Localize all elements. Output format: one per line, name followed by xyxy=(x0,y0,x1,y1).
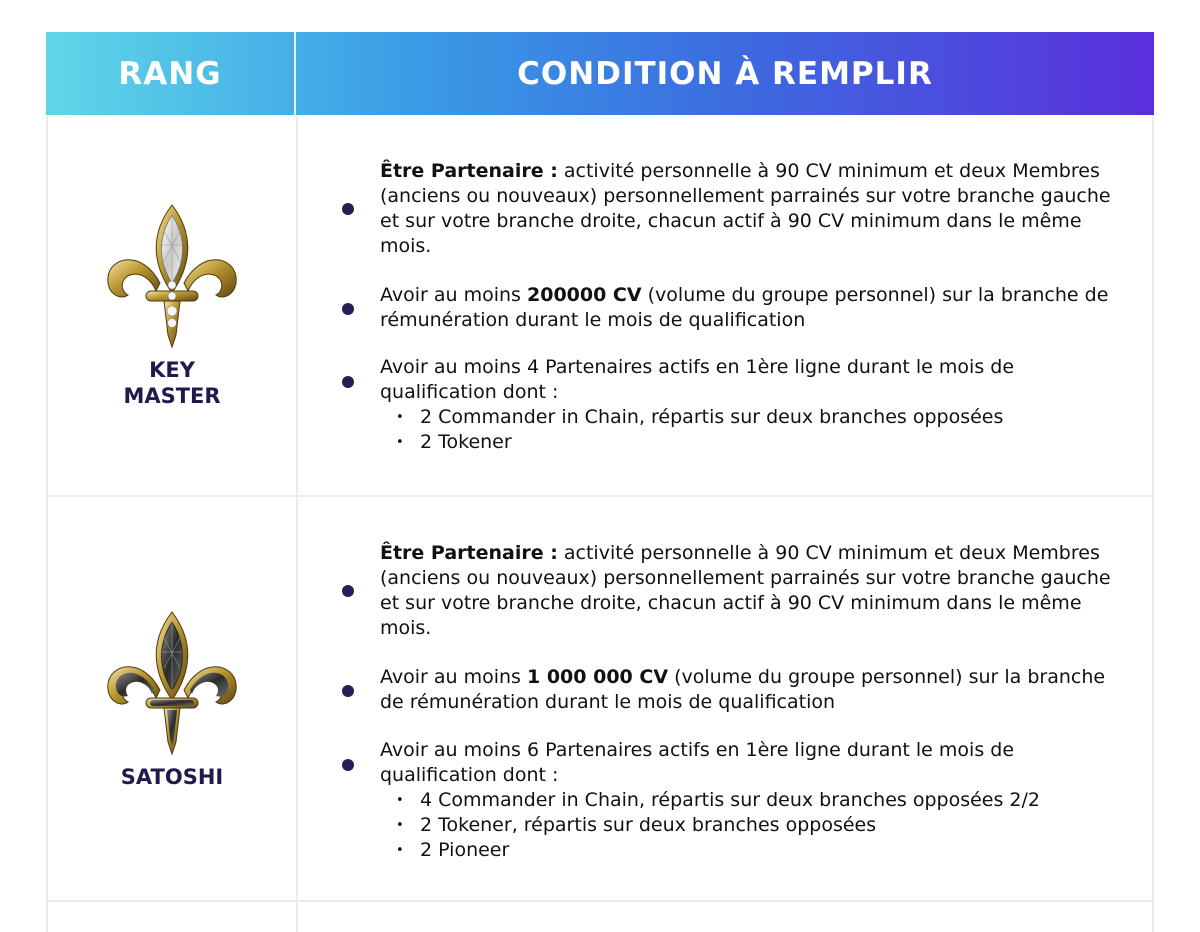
rank-table xyxy=(46,32,1154,932)
condition-body: activité personnelle à 90 CV minimum et deux Membres (anciens ou nouveaux) personnellement parrainés sur votre branche gauche et sur votre branche droite, chacun actif à 90 CV minimum dans le même mois. xyxy=(380,160,1111,257)
condition-post: (volume du groupe personnel) sur la branche de rémunération durant le mois de qualification xyxy=(380,666,1106,713)
condition-pre: Avoir au moins xyxy=(380,666,527,688)
rank-name-line-2: MASTER xyxy=(123,384,221,408)
rank-name xyxy=(123,357,220,409)
condition-text xyxy=(380,283,1122,333)
table-row xyxy=(46,497,1154,902)
table-row xyxy=(46,115,1154,497)
condition-cell xyxy=(298,497,1152,900)
sub-list-item: • 2 Tokener xyxy=(380,430,1122,455)
header-condition: CONDITION À REMPLIR xyxy=(517,55,933,92)
bullet-dot-icon xyxy=(342,203,354,215)
condition-post: (volume du groupe personnel) sur la branche de rémunération durant le mois de qualification xyxy=(380,284,1109,331)
condition-body: activité personnelle à 90 CV minimum et deux Membres (anciens ou nouveaux) personnellement parrainés sur votre branche gauche et sur votre branche droite, chacun actif à 90 CV minimum dans le même mois. xyxy=(380,542,1111,639)
black-diamond-fleur-de-lis-icon xyxy=(102,608,242,758)
sub-list-item: • 2 Commander in Chain, répartis sur deux branches opposées xyxy=(380,405,1122,430)
condition-body: Avoir au moins 6 Partenaires actifs en 1ère ligne durant le mois de qualification dont : xyxy=(380,739,1015,786)
bullet-dot-icon xyxy=(342,685,354,697)
bullet-dot-icon xyxy=(342,376,354,388)
sub-list-item: • 2 Tokener, répartis sur deux branches opposées xyxy=(380,813,1122,838)
condition-text xyxy=(380,738,1122,863)
condition-body: Avoir au moins 4 Partenaires actifs en 1ère ligne durant le mois de qualification dont : xyxy=(380,356,1015,403)
sub-list-item: • 2 Pioneer xyxy=(380,838,1122,863)
condition-bold: 200000 CV xyxy=(527,284,642,306)
rank-cell xyxy=(48,115,298,495)
condition-bold: 1 000 000 CV xyxy=(527,666,669,688)
condition-text xyxy=(380,541,1122,641)
rank-name-line-1: KEY xyxy=(149,358,195,382)
golden-fleur-de-lis-diamond-icon xyxy=(102,201,242,351)
condition-text xyxy=(380,665,1122,715)
condition-bold: Être Partenaire : xyxy=(380,542,558,564)
rank-name: SATOSHI xyxy=(120,764,224,789)
header-rank: RANG xyxy=(46,32,296,115)
condition-pre: Avoir au moins xyxy=(380,284,527,306)
bullet-dot-icon xyxy=(342,585,354,597)
condition-text xyxy=(380,159,1122,259)
sub-list-item: • 4 Commander in Chain, répartis sur deux branches opposées 2/2 xyxy=(380,788,1122,813)
condition-text xyxy=(380,355,1122,455)
condition-bold: Être Partenaire : xyxy=(380,160,558,182)
rank-cell xyxy=(48,497,298,900)
condition-cell xyxy=(298,115,1152,495)
bullet-dot-icon xyxy=(342,303,354,315)
bullet-dot-icon xyxy=(342,759,354,771)
table-header xyxy=(46,32,1154,115)
